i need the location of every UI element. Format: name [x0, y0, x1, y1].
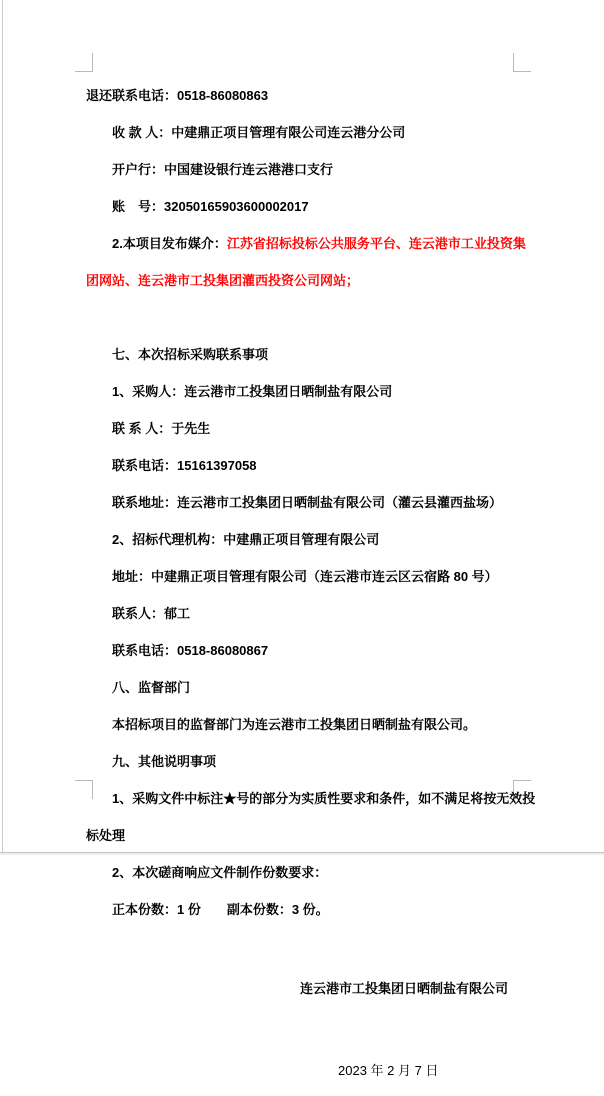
publish-media-platforms-part1: 江苏省招标投标公共服务平台、连云港市工业投资集 — [226, 236, 526, 251]
publish-media-platforms-part2: 团网站、连云港市工投集团灌西投资公司网站； — [86, 273, 360, 288]
agency-contact-line: 联系人：郁工 — [112, 606, 191, 621]
blank-space — [86, 1014, 516, 1046]
supervision-line: 本招标项目的监督部门为连云港市工投集团日晒制盐有限公司。 — [112, 717, 477, 732]
purchaser-line: 1、采购人：连云港市工投集团日晒制盐有限公司 — [112, 384, 393, 399]
copies-line: 正本份数：1 份 副本份数：3 份。 — [112, 902, 329, 917]
page-left-edge — [2, 0, 3, 853]
note1-line1: 1、采购文件中标注★号的部分为实质性要求和条件，如不满足将按无效投 — [112, 791, 536, 806]
agency-line: 2、招标代理机构：中建鼎正项目管理有限公司 — [112, 532, 380, 547]
publish-media-line — [86, 232, 526, 256]
note2-line: 2、本次磋商响应文件制作份数要求： — [112, 865, 328, 880]
margin-crop-mark-top-left — [75, 53, 93, 72]
margin-crop-mark-top-right — [513, 53, 531, 72]
signature-company-line: 连云港市工投集团日晒制盐有限公司 — [299, 981, 508, 996]
refund-phone-line: 退还联系电话：0518-86080863 — [86, 88, 269, 103]
signature-date-line: 2023 年 2 月 7 日 — [338, 1063, 439, 1078]
publish-media-label: 2.本项目发布媒介： — [112, 236, 227, 251]
blank-line — [86, 306, 516, 330]
bank-line: 开户行：中国建设银行连云港港口支行 — [112, 162, 334, 177]
account-number-line: 账 号：32050165903600002017 — [112, 199, 309, 214]
contact-address-line: 联系地址：连云港市工投集团日晒制盐有限公司（灌云县灌西盐场） — [112, 495, 503, 510]
agency-address-line: 地址：中建鼎正项目管理有限公司（连云港市连云区云宿路 80 号） — [112, 569, 498, 584]
document-body — [86, 71, 536, 1096]
contact-person-line: 联 系 人：于先生 — [112, 421, 211, 436]
contact-phone-line: 联系电话：15161397058 — [112, 458, 257, 473]
payee-line: 收 款 人：中建鼎正项目管理有限公司连云港分公司 — [112, 125, 406, 140]
blank-space — [86, 935, 516, 964]
section9-heading: 九、其他说明事项 — [112, 754, 217, 769]
section8-heading: 八、监督部门 — [112, 680, 191, 695]
note1-line2: 标处理 — [86, 828, 126, 843]
agency-phone-line: 联系电话：0518-86080867 — [112, 643, 269, 658]
section7-heading: 七、本次招标采购联系事项 — [112, 347, 269, 362]
